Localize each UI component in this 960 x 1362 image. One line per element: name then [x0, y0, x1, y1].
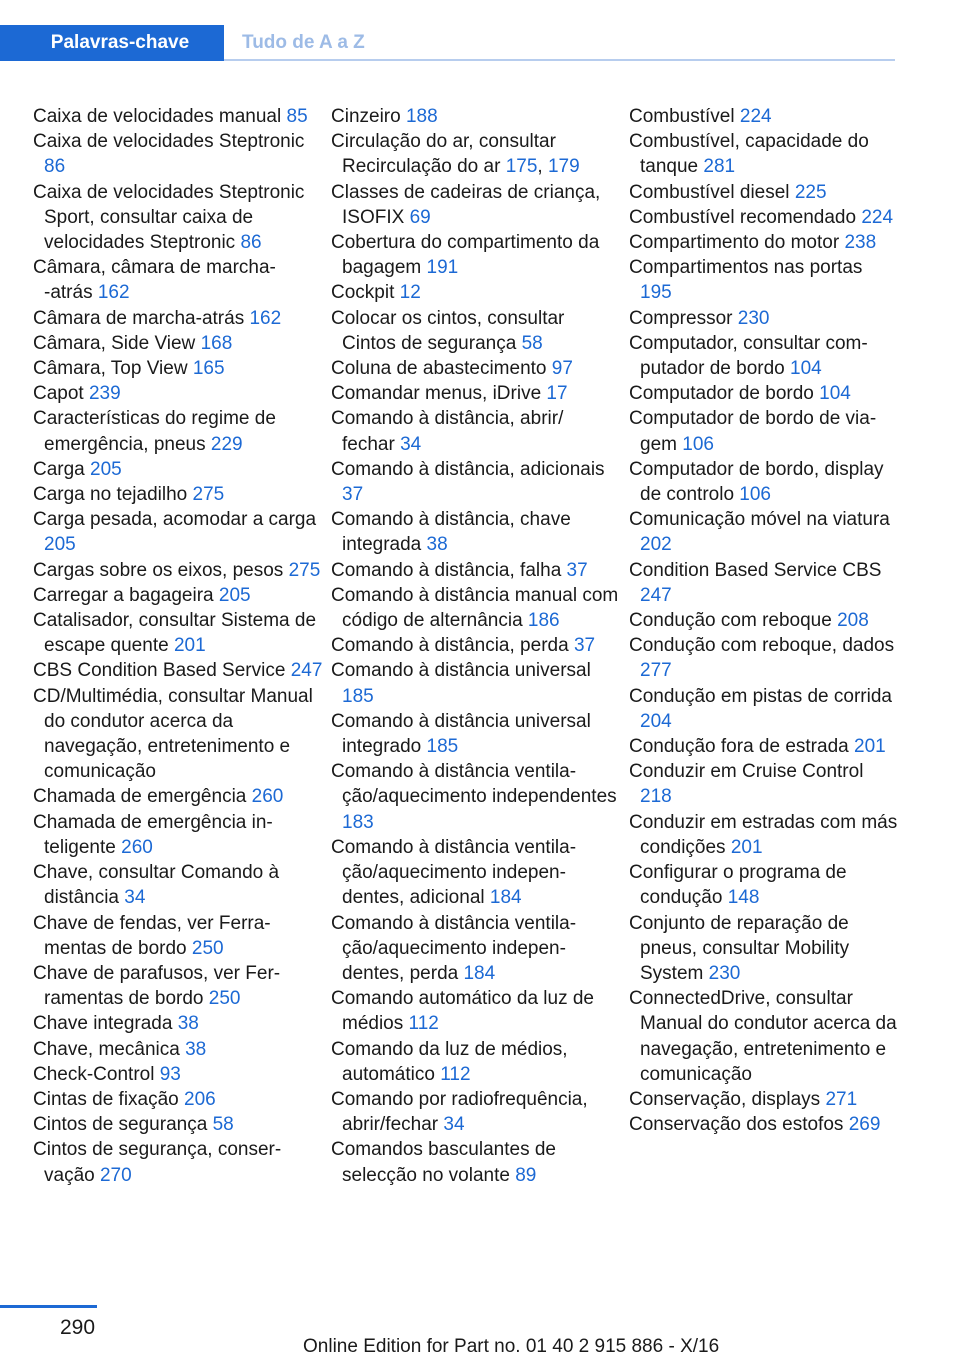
index-entry [33, 482, 323, 507]
page-reference-link[interactable]: 85 [286, 106, 308, 127]
index-term: Câmara de marcha-atrás [33, 307, 245, 329]
index-term: Comando da luz de médios, automático [331, 1038, 568, 1085]
page-reference-link[interactable]: 184 [489, 887, 522, 909]
index-entry [629, 558, 899, 608]
index-term: Combustível [629, 106, 735, 127]
index-term: Capot [33, 383, 84, 405]
page-reference-link[interactable]: 281 [703, 156, 736, 178]
index-term: Comando à distância universal [331, 660, 591, 682]
index-entry [331, 558, 621, 583]
index-term: Chamada de emergência inteligente [33, 811, 273, 858]
index-term: Chave de fendas, ver Ferramentas de bordo [33, 912, 271, 959]
page-reference-link[interactable]: 191 [426, 257, 459, 279]
index-entry [33, 658, 323, 683]
index-term: ConnectedDrive, consultar Manual do condutor acerca da navegação, entretenimento e comunicação [629, 988, 897, 1085]
page-reference-link[interactable]: 162 [97, 282, 130, 304]
index-entry [331, 1137, 621, 1187]
page-reference-link[interactable]: 224 [861, 206, 894, 228]
page-reference-link[interactable]: 93 [159, 1063, 181, 1085]
index-term: Conduzir em Cruise Control [629, 761, 864, 783]
page-reference-link[interactable]: 89 [515, 1164, 537, 1186]
page-reference-link[interactable]: 185 [426, 736, 459, 758]
index-entry [331, 306, 621, 356]
page-reference-link[interactable]: 175 [505, 156, 538, 178]
index-entry [629, 734, 899, 759]
index-term: Cintas de fixação [33, 1088, 179, 1110]
index-term: Comunicação móvel na viatura [629, 509, 890, 531]
index-entry [629, 633, 899, 683]
index-entry [331, 104, 621, 129]
footer-divider [0, 1305, 97, 1308]
index-term: Caixa de velocidades Steptronic [33, 131, 305, 153]
index-entry [331, 1037, 621, 1087]
index-term: Compartimento do motor [629, 232, 840, 254]
index-term: Chamada de emergência [33, 786, 247, 808]
page-reference-link[interactable]: 201 [173, 635, 206, 657]
index-entry [629, 104, 899, 129]
index-entry: Circulação do ar, consultar Recirculação do ar 175, 179 [331, 131, 580, 178]
index-entry [629, 810, 899, 860]
index-entry [33, 558, 323, 583]
page-reference-link[interactable]: 225 [794, 181, 827, 203]
page-reference-link[interactable]: 239 [88, 383, 121, 405]
index-entry [331, 633, 621, 658]
index-entry [331, 230, 621, 280]
page-reference-link[interactable]: 104 [819, 383, 851, 405]
index-entry [629, 986, 899, 1087]
index-term: Características do regime de emergência, pneus [33, 408, 276, 455]
page-reference-link[interactable]: 188 [405, 106, 438, 127]
index-term: Comandar menus, iDrive [331, 383, 542, 405]
index-term: Comandos basculantes de selecção no volante [331, 1139, 556, 1186]
page-reference-link[interactable]: 69 [409, 206, 431, 228]
page-reference-link[interactable]: 183 [342, 811, 374, 833]
page-reference-link[interactable]: 260 [121, 836, 153, 858]
page-reference-link[interactable]: 179 [547, 156, 580, 178]
page-reference-link[interactable]: 247 [290, 660, 323, 682]
index-entry [629, 507, 899, 557]
index-term: Circulação do ar, consultar Recirculação do ar [331, 131, 556, 178]
index-entry [629, 608, 899, 633]
index-term: Câmara, câmara de marcha-‑atrás [33, 257, 276, 304]
edition-text: Online Edition for Part no. 01 40 2 915 886 - X/16 [303, 1336, 720, 1357]
page-reference-link[interactable]: 168 [200, 332, 233, 354]
page-reference-link[interactable]: 208 [837, 610, 869, 632]
index-entry [33, 255, 323, 305]
index-term: Compressor [629, 307, 733, 329]
page-reference-link[interactable]: 205 [44, 534, 76, 556]
index-term: Cinzeiro [331, 106, 401, 127]
index-entry [331, 180, 621, 230]
index-entry [33, 180, 323, 256]
index-term: Combustível, capacidade do tanque [629, 131, 869, 178]
index-term: Conduzir em estradas com más condições [629, 811, 898, 858]
index-entry [331, 507, 621, 557]
index-term: Chave, consultar Comando à distância [33, 862, 280, 909]
page-reference-link[interactable]: 270 [99, 1164, 132, 1186]
index-column-1 [33, 104, 323, 1188]
index-term: Condition Based Service CBS [629, 559, 882, 581]
page-reference-link[interactable]: 58 [521, 332, 543, 354]
index-term: Cintos de segurança [33, 1114, 208, 1136]
index-term: Comando à distância manual com código de alternância [331, 584, 619, 632]
index-term: Comando à distância, perda [331, 635, 569, 657]
page-reference-link[interactable]: 201 [730, 836, 763, 858]
index-term: Conservação, displays [629, 1088, 821, 1110]
index-entry [629, 406, 899, 456]
index-term: CD/Multimédia, consultar Manual do condutor acerca da navegação, entretenimento e comunicação [33, 685, 313, 783]
page-reference-link[interactable]: 238 [844, 232, 877, 254]
page-reference-link[interactable]: 106 [739, 484, 771, 506]
index-term: Check-Control [33, 1063, 155, 1085]
page-reference-link[interactable]: 12 [399, 282, 421, 304]
page-reference-link[interactable]: 38 [177, 1013, 199, 1035]
index-term: Compartimentos nas portas [629, 257, 863, 279]
page-reference-link[interactable]: 247 [640, 584, 672, 606]
index-entry [33, 306, 323, 331]
index-entry [629, 230, 899, 255]
index-entry [331, 1087, 621, 1137]
tab-palavras-chave-label: Palavras-chave [50, 32, 190, 53]
page-reference-link[interactable]: 37 [573, 635, 596, 657]
page-reference-link[interactable]: 34 [400, 433, 422, 455]
index-entry [331, 759, 621, 835]
index-entry [629, 684, 899, 734]
index-entry [33, 810, 323, 860]
index-term: Carga no tejadilho [33, 484, 188, 506]
index-entry [33, 331, 323, 356]
page-reference-link[interactable]: 184 [463, 962, 496, 984]
index-entry [33, 608, 323, 658]
page-reference-link[interactable]: 58 [212, 1114, 234, 1136]
index-term: Comando à distância ventilação/aquecimento independentes [331, 761, 617, 808]
index-entry [33, 1137, 323, 1187]
tab-tudo-de-a-a-z[interactable] [242, 25, 365, 61]
index-term: Comando à distância universal integrado [331, 710, 591, 758]
index-entry [33, 1037, 323, 1062]
page-reference-link[interactable]: 202 [640, 534, 672, 556]
index-column-3 [629, 104, 899, 1137]
tab-palavras-chave[interactable] [0, 25, 224, 61]
page-reference-link[interactable]: 112 [408, 1013, 439, 1035]
index-entry [629, 205, 899, 230]
index-term: Carga [33, 458, 85, 480]
index-entry [331, 986, 621, 1036]
index-entry [629, 381, 899, 406]
index-entry [331, 658, 621, 708]
index-entry [33, 1087, 323, 1112]
index-term: Comando à distância, abrir/ fechar [331, 408, 564, 455]
index-term: CBS Condition Based Service [33, 660, 286, 682]
page-reference-link[interactable]: 37 [566, 559, 588, 581]
index-term: Condução fora de estrada [629, 736, 849, 758]
index-term: Computador de bordo, display de controlo [629, 458, 884, 506]
page-reference-link[interactable]: 275 [288, 559, 321, 581]
index-entry [33, 507, 323, 557]
index-term: Cobertura do compartimento da bagagem [331, 232, 600, 279]
header [0, 25, 895, 61]
page-reference-link[interactable]: 205 [218, 584, 251, 606]
index-term: Comando à distância, falha [331, 559, 562, 581]
index-column-2 [331, 104, 621, 1188]
page-reference-link[interactable]: 269 [848, 1114, 881, 1136]
page-reference-link[interactable]: 86 [44, 156, 66, 178]
index-term: Caixa de velocidades Steptronic Sport, consultar caixa de velocidades Steptronic [33, 181, 305, 254]
index-term: Classes de cadeiras de criança, ISOFIX [331, 181, 601, 228]
page-reference-link[interactable]: 218 [640, 786, 672, 808]
index-entry [33, 104, 323, 129]
index-entry [33, 1062, 323, 1087]
index-entry [331, 381, 621, 406]
index-term: Comando à distância ventilação/aquecimento independentes, adicional [331, 836, 577, 909]
page-reference-link[interactable]: 186 [527, 610, 560, 632]
page-reference-link[interactable]: 201 [854, 736, 886, 758]
index-entry [629, 911, 899, 987]
index-term: Comando à distância, chave integrada [331, 509, 571, 556]
index-term: Chave, mecânica [33, 1038, 180, 1060]
index-entry [33, 911, 323, 961]
index-term: Cintos de segurança, conservação [33, 1139, 282, 1186]
page-reference-link[interactable]: 106 [682, 433, 714, 455]
index-entry [33, 1112, 323, 1137]
index-term: Comando por radiofrequência, abrir/fechar [331, 1088, 588, 1136]
index-term: Configurar o programa de condução [629, 862, 847, 909]
index-term: Condução com reboque, dados [629, 635, 895, 657]
index-term: Comando à distância ventilação/aquecimento independentes, perda [331, 912, 577, 984]
page-reference-link[interactable]: 112 [440, 1063, 471, 1085]
index-term: Catalisador, consultar Sistema de escape quente [33, 610, 317, 657]
index-entry [331, 583, 621, 633]
index-entry [33, 381, 323, 406]
page-reference-link[interactable]: 230 [708, 962, 741, 984]
page-number: 290 [60, 1316, 96, 1339]
index-entry [331, 709, 621, 759]
index-entry [33, 583, 323, 608]
index-term: Colocar os cintos, consultar Cintos de segurança [331, 307, 565, 354]
page-reference-link[interactable]: 206 [184, 1088, 216, 1110]
index-entry [33, 684, 323, 785]
index-entry [629, 860, 899, 910]
page-reference-link[interactable]: 38 [426, 534, 448, 556]
index-term: Comando automático da luz de médios [331, 988, 594, 1035]
index-entry [629, 1112, 899, 1137]
index-entry [331, 280, 621, 305]
page-reference-link[interactable]: 271 [825, 1088, 858, 1110]
page-reference-link[interactable]: 205 [90, 458, 122, 480]
index-term: Chave de parafusos, ver Ferramentas de bordo [33, 962, 281, 1010]
page-reference-link[interactable]: 250 [191, 937, 224, 959]
page-reference-link[interactable]: 229 [210, 433, 243, 455]
index-entry [331, 911, 621, 987]
index-entry [629, 306, 899, 331]
index-term: Carga pesada, acomodar a carga [33, 509, 317, 531]
index-term: Carregar a bagageira [33, 584, 214, 606]
page-reference-link[interactable]: 86 [240, 232, 262, 254]
page-reference-link[interactable]: 17 [546, 383, 568, 405]
index-entry [33, 406, 323, 456]
index-entry [33, 860, 323, 910]
page-reference-link[interactable]: 275 [192, 484, 225, 506]
index-term: Cockpit [331, 282, 395, 304]
page-reference-link[interactable]: 250 [208, 988, 241, 1010]
index-entry [33, 356, 323, 381]
page-reference-link[interactable]: 165 [192, 358, 225, 380]
page-reference-link[interactable]: 34 [124, 887, 146, 909]
tab-tudo-de-a-a-z-label: Tudo de A a Z [242, 32, 365, 53]
index-term: Computador de bordo [629, 383, 814, 405]
index-entry [629, 180, 899, 205]
index-term: Comando à distância, adicionais [331, 458, 605, 480]
index-term: Câmara, Top View [33, 358, 188, 380]
header-divider [224, 59, 895, 61]
index-entry [331, 457, 621, 507]
index-entry [33, 1011, 323, 1036]
page-reference-link[interactable]: 260 [251, 786, 284, 808]
index-term: Combustível recomendado [629, 206, 857, 228]
page-reference-link[interactable]: 38 [185, 1038, 207, 1060]
index-term: Computador, consultar computador de bordo [629, 332, 868, 380]
index-entry [33, 961, 323, 1011]
index-entry [331, 835, 621, 911]
index-entry [629, 255, 899, 305]
index-term: Condução com reboque [629, 610, 832, 632]
index-entry [33, 129, 323, 179]
page-reference-link[interactable]: 185 [342, 685, 374, 707]
page-reference-link[interactable]: 97 [551, 358, 573, 380]
page-reference-link[interactable]: 224 [739, 106, 772, 127]
page-reference-link[interactable]: 204 [640, 710, 672, 732]
index-term: Chave integrada [33, 1013, 173, 1035]
index-entry [629, 1087, 899, 1112]
index-term: Condução em pistas de corrida [629, 685, 892, 707]
index-entry [629, 129, 899, 179]
index-term: Conjunto de reparação de pneus, consultar Mobility System [629, 912, 850, 984]
index-entry [331, 356, 621, 381]
page-reference-link[interactable]: 277 [640, 660, 672, 682]
index-term: Combustível diesel [629, 181, 790, 203]
index-term: Computador de bordo de viagem [629, 408, 877, 455]
page-reference-link[interactable]: 195 [640, 282, 672, 304]
index-term: Caixa de velocidades manual [33, 106, 282, 127]
page-reference-link[interactable]: 148 [727, 887, 760, 909]
index-term: Cargas sobre os eixos, pesos [33, 559, 284, 581]
index-term: Coluna de abastecimento [331, 358, 547, 380]
page-reference-link[interactable]: 230 [737, 307, 770, 329]
page-reference-link[interactable]: 37 [342, 484, 364, 506]
index-entry [629, 331, 899, 381]
index-entry [33, 784, 323, 809]
index-entry [331, 406, 621, 456]
page-reference-link[interactable]: 104 [790, 358, 822, 380]
index-entry [33, 457, 323, 482]
index-entry [629, 759, 899, 809]
index-term: Conservação dos estofos [629, 1114, 844, 1136]
index-term: Câmara, Side View [33, 332, 196, 354]
index-entry [629, 457, 899, 507]
page-reference-link[interactable]: 34 [443, 1114, 465, 1136]
page-reference-link[interactable]: 162 [249, 307, 282, 329]
